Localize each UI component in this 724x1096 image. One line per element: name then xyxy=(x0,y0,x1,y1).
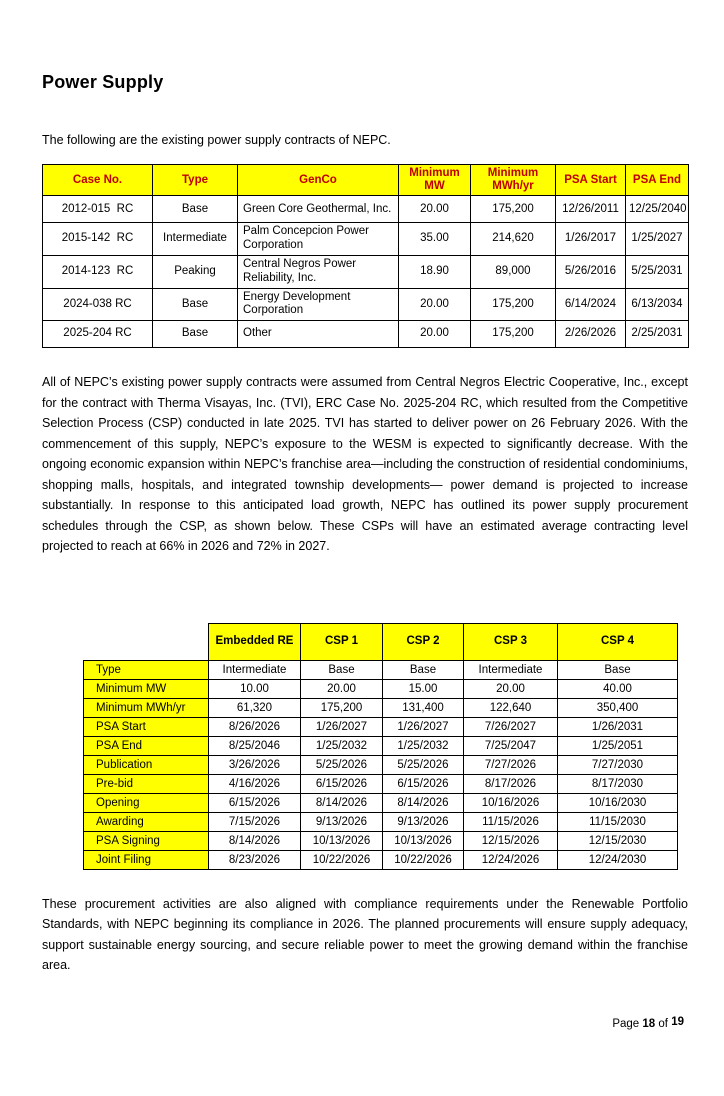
cell-type: Base xyxy=(153,288,238,321)
cell-genco: Energy Development Corporation xyxy=(238,288,399,321)
table-row xyxy=(84,717,678,736)
cell: 10/22/2026 xyxy=(383,850,464,869)
cell-min-mwh: 89,000 xyxy=(471,256,556,289)
cell: 5/25/2026 xyxy=(383,755,464,774)
page-footer xyxy=(612,1018,684,1030)
cell: 10/22/2026 xyxy=(301,850,383,869)
footer-page-total: 19 xyxy=(671,1016,684,1028)
csp-schedule-table xyxy=(83,623,678,870)
cell: 12/24/2026 xyxy=(464,850,558,869)
cell-case-no: 2025-204 RC xyxy=(43,321,153,348)
contracts-header-row xyxy=(43,165,689,196)
cell-case-no: 2024-038 RC xyxy=(43,288,153,321)
footer-page-current: 18 xyxy=(642,1018,656,1030)
cell-min-mwh: 175,200 xyxy=(471,288,556,321)
csp-header-row xyxy=(84,623,678,660)
cell: 12/24/2030 xyxy=(558,850,678,869)
cell: 9/13/2026 xyxy=(383,812,464,831)
table-row xyxy=(84,736,678,755)
table-row xyxy=(84,831,678,850)
cell-genco: Other xyxy=(238,321,399,348)
table-row xyxy=(84,698,678,717)
row-label: PSA Signing xyxy=(84,831,209,850)
cell: 5/25/2026 xyxy=(301,755,383,774)
cell-case-no: 2014-123 RC xyxy=(43,256,153,289)
cell: 8/23/2026 xyxy=(209,850,301,869)
cell: 10/16/2026 xyxy=(464,793,558,812)
table-row xyxy=(43,223,689,256)
cell-min-mw: 20.00 xyxy=(399,288,471,321)
header-csp-3: CSP 3 xyxy=(464,623,558,660)
footer-page-label: Page xyxy=(612,1018,640,1030)
cell: 1/25/2032 xyxy=(301,736,383,755)
cell: 20.00 xyxy=(464,679,558,698)
header-csp-1: CSP 1 xyxy=(301,623,383,660)
table-row xyxy=(43,288,689,321)
paragraph-compliance: These procurement activities are also aligned with compliance requirements under the Renewable Portfolio Standards, with NEPC beginning its compliance in 2026. The planned procurements will ensure supply adequacy, support sustainable energy sourcing, and secure reliable power to meet the growing demand within the franchise area. xyxy=(42,896,688,973)
cell: 12/15/2026 xyxy=(464,831,558,850)
row-label: Pre-bid xyxy=(84,774,209,793)
cell-case-no: 2012-015 RC xyxy=(43,196,153,223)
cell: 7/15/2026 xyxy=(209,812,301,831)
paragraph-contracts-discussion: All of NEPC’s existing power supply contracts were assumed from Central Negros Electric Cooperative, Inc., except for the contract with Therma Visayas, Inc. (TVI), ERC Case No. 2025-204 RC, which resulted from the Competitive Selection Process (CSP) conducted in late 2025. TVI has started to deliver power on 26 February 2026. With the commencement of this supply, NEPC’s exposure to the WESM is expected to significantly decrease. With the ongoing economic expansion within NEPC’s franchise area—including the construction of residential condominiums, shopping malls, hospitals, and integrated township developments— power demand is projected to increase substantially. In response to this anticipated load growth, NEPC has outlined its power supply procurement schedules through the CSP, as shown below. These CSPs will have an estimated average contracting level projected to reach at 66% in 2026 and 72% in 2027. xyxy=(42,375,688,554)
row-label: Type xyxy=(84,660,209,679)
cell-psa-start: 6/14/2024 xyxy=(556,288,626,321)
cell: 8/14/2026 xyxy=(301,793,383,812)
cell-psa-end: 2/25/2031 xyxy=(626,321,689,348)
cell: 1/26/2027 xyxy=(383,717,464,736)
header-psa-end: PSA End xyxy=(626,165,689,196)
cell: 10/13/2026 xyxy=(383,831,464,850)
cell-min-mw: 18.90 xyxy=(399,256,471,289)
cell-min-mw: 20.00 xyxy=(399,321,471,348)
cell-psa-start: 12/26/2011 xyxy=(556,196,626,223)
cell: 4/16/2026 xyxy=(209,774,301,793)
cell: 1/25/2032 xyxy=(383,736,464,755)
header-blank-cell xyxy=(84,623,209,660)
cell: Intermediate xyxy=(209,660,301,679)
cell: 10.00 xyxy=(209,679,301,698)
cell: 10/16/2030 xyxy=(558,793,678,812)
cell-type: Intermediate xyxy=(153,223,238,256)
row-label: PSA Start xyxy=(84,717,209,736)
cell-psa-end: 1/25/2027 xyxy=(626,223,689,256)
header-min-mwh: Minimum MWh/yr xyxy=(471,165,556,196)
cell: 9/13/2026 xyxy=(301,812,383,831)
cell-min-mw: 35.00 xyxy=(399,223,471,256)
cell: 131,400 xyxy=(383,698,464,717)
cell: 11/15/2030 xyxy=(558,812,678,831)
row-label: Publication xyxy=(84,755,209,774)
row-label: Minimum MWh/yr xyxy=(84,698,209,717)
cell: 6/15/2026 xyxy=(383,774,464,793)
table-row xyxy=(84,774,678,793)
cell: 6/15/2026 xyxy=(301,774,383,793)
cell-psa-start: 2/26/2026 xyxy=(556,321,626,348)
header-min-mw: Minimum MW xyxy=(399,165,471,196)
cell-genco: Central Negros Power Reliability, Inc. xyxy=(238,256,399,289)
cell: 10/13/2026 xyxy=(301,831,383,850)
cell: 20.00 xyxy=(301,679,383,698)
table-row xyxy=(84,850,678,869)
cell-type: Base xyxy=(153,196,238,223)
intro-text: The following are the existing power supply contracts of NEPC. xyxy=(42,133,391,147)
table-row xyxy=(43,321,689,348)
cell: 7/27/2030 xyxy=(558,755,678,774)
cell: 350,400 xyxy=(558,698,678,717)
header-genco: GenCo xyxy=(238,165,399,196)
table-row xyxy=(84,679,678,698)
cell: 8/17/2026 xyxy=(464,774,558,793)
cell: 8/26/2026 xyxy=(209,717,301,736)
table-row xyxy=(84,660,678,679)
header-psa-start: PSA Start xyxy=(556,165,626,196)
existing-contracts-table xyxy=(42,164,689,348)
header-csp-2: CSP 2 xyxy=(383,623,464,660)
cell: 7/27/2026 xyxy=(464,755,558,774)
cell-min-mw: 20.00 xyxy=(399,196,471,223)
page-title: Power Supply xyxy=(42,72,164,92)
cell: 61,320 xyxy=(209,698,301,717)
cell: 15.00 xyxy=(383,679,464,698)
cell-genco: Green Core Geothermal, Inc. xyxy=(238,196,399,223)
cell: 3/26/2026 xyxy=(209,755,301,774)
cell: 11/15/2026 xyxy=(464,812,558,831)
cell-psa-start: 1/26/2017 xyxy=(556,223,626,256)
cell: 6/15/2026 xyxy=(209,793,301,812)
row-label: Awarding xyxy=(84,812,209,831)
cell: 8/25/2046 xyxy=(209,736,301,755)
cell-psa-end: 6/13/2034 xyxy=(626,288,689,321)
row-label: Minimum MW xyxy=(84,679,209,698)
cell-psa-end: 5/25/2031 xyxy=(626,256,689,289)
cell: Base xyxy=(301,660,383,679)
cell: 1/26/2031 xyxy=(558,717,678,736)
footer-of-label: of xyxy=(658,1018,668,1030)
header-case-no: Case No. xyxy=(43,165,153,196)
cell-min-mwh: 175,200 xyxy=(471,321,556,348)
cell: 8/14/2026 xyxy=(209,831,301,850)
cell-type: Peaking xyxy=(153,256,238,289)
cell: Base xyxy=(558,660,678,679)
table-row xyxy=(84,793,678,812)
cell: 122,640 xyxy=(464,698,558,717)
cell-psa-start: 5/26/2016 xyxy=(556,256,626,289)
cell-min-mwh: 214,620 xyxy=(471,223,556,256)
header-embedded-re: Embedded RE xyxy=(209,623,301,660)
cell-case-no: 2015-142 RC xyxy=(43,223,153,256)
header-type: Type xyxy=(153,165,238,196)
cell: 175,200 xyxy=(301,698,383,717)
cell: Intermediate xyxy=(464,660,558,679)
cell: 7/26/2027 xyxy=(464,717,558,736)
header-csp-4: CSP 4 xyxy=(558,623,678,660)
cell-type: Base xyxy=(153,321,238,348)
row-label: Joint Filing xyxy=(84,850,209,869)
cell: 7/25/2047 xyxy=(464,736,558,755)
document-page xyxy=(0,72,724,976)
row-label: PSA End xyxy=(84,736,209,755)
table-row xyxy=(43,196,689,223)
table-row xyxy=(43,256,689,289)
cell: 12/15/2030 xyxy=(558,831,678,850)
cell-min-mwh: 175,200 xyxy=(471,196,556,223)
cell: 1/26/2027 xyxy=(301,717,383,736)
table-row xyxy=(84,812,678,831)
cell: 8/14/2026 xyxy=(383,793,464,812)
cell: 1/25/2051 xyxy=(558,736,678,755)
cell-genco: Palm Concepcion Power Corporation xyxy=(238,223,399,256)
cell: 40.00 xyxy=(558,679,678,698)
cell: Base xyxy=(383,660,464,679)
cell: 8/17/2030 xyxy=(558,774,678,793)
row-label: Opening xyxy=(84,793,209,812)
table-row xyxy=(84,755,678,774)
cell-psa-end: 12/25/2040 xyxy=(626,196,689,223)
